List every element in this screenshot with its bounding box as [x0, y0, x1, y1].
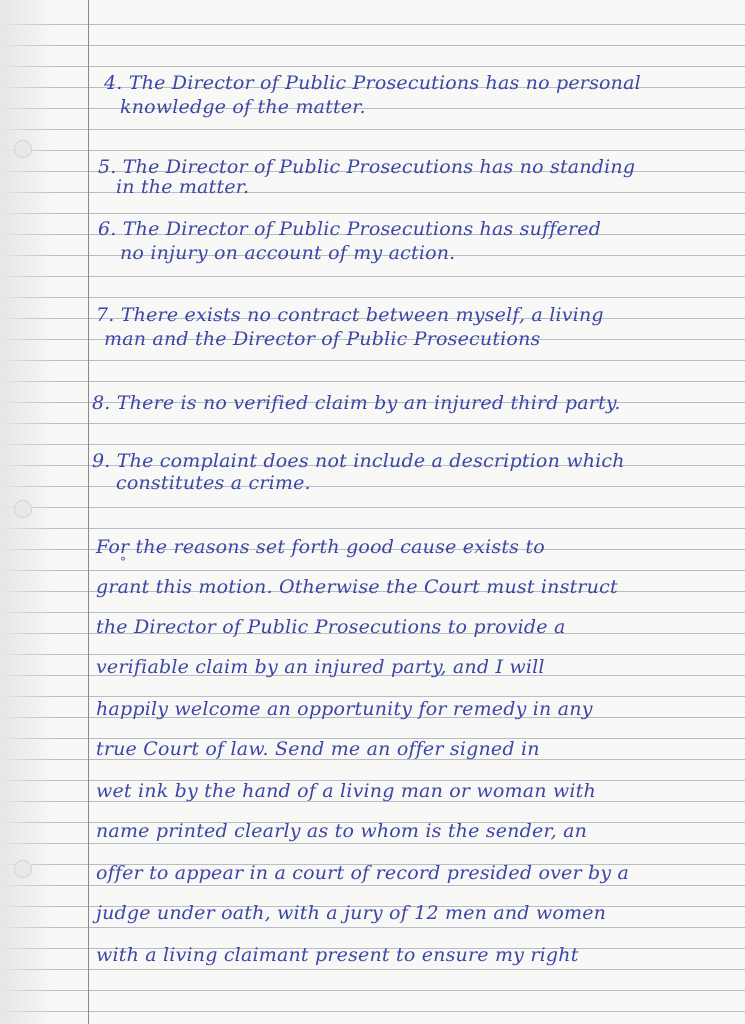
- paragraph-line-10: judge under oath, with a jury of 12 men and women: [96, 902, 607, 924]
- punch-hole: [14, 140, 32, 158]
- point-4-number: 4.: [104, 72, 123, 94]
- point-5-line-2: [116, 176, 249, 198]
- point-5-line-1: [98, 156, 635, 178]
- point-4-text-2: knowledge of the matter.: [120, 96, 366, 118]
- point-5-number: 5.: [98, 156, 117, 178]
- paragraph-line-4: verifiable claim by an injured party, and I will: [96, 656, 545, 678]
- point-8-number: 8.: [92, 392, 111, 414]
- point-4-line-1: [104, 72, 641, 94]
- point-6-text-1: The Director of Public Prosecutions has suffered: [122, 218, 602, 240]
- paragraph-line-3: the Director of Public Prosecutions to provide a: [96, 616, 566, 638]
- point-9-text-2: constitutes a crime.: [116, 472, 311, 494]
- point-7-line-1: [96, 304, 604, 326]
- point-8-text-1: There is no verified claim by an injured third party.: [116, 392, 621, 414]
- margin-rule: [88, 0, 89, 1024]
- point-5-text-2: in the matter.: [116, 176, 250, 198]
- paragraph-line-2: grant this motion. Otherwise the Court must instruct: [96, 576, 618, 598]
- point-5-text-1: The Director of Public Prosecutions has no standing: [122, 156, 636, 178]
- point-7-text-1: There exists no contract between myself, a living: [120, 304, 604, 326]
- point-9-line-1: [92, 450, 625, 472]
- paragraph-line-9: offer to appear in a court of record presided over by a: [96, 862, 630, 884]
- point-4-line-2: [120, 96, 366, 118]
- paragraph-line-8: name printed clearly as to whom is the sender, an: [96, 820, 588, 842]
- paragraph-line-5: happily welcome an opportunity for remedy in any: [96, 698, 593, 720]
- point-6-number: 6.: [98, 218, 117, 240]
- paragraph-line-11: with a living claimant present to ensure my right: [96, 944, 579, 966]
- paragraph-line-7: wet ink by the hand of a living man or woman with: [96, 780, 596, 802]
- paragraph-line-6: true Court of law. Send me an offer signed in: [96, 738, 540, 760]
- point-6-text-2: no injury on account of my action.: [120, 242, 456, 264]
- point-9-text-1: The complaint does not include a description which: [116, 450, 625, 472]
- point-8-line-1: [92, 392, 621, 414]
- point-7-line-2: [104, 328, 540, 350]
- point-7-number: 7.: [96, 304, 115, 326]
- point-4-text-1: The Director of Public Prosecutions has no personal: [128, 72, 641, 94]
- point-9-line-2: [116, 472, 311, 494]
- punch-hole: [14, 860, 32, 878]
- point-6-line-2: [120, 242, 455, 264]
- point-6-line-1: [98, 218, 601, 240]
- punch-hole: [14, 500, 32, 518]
- ink-mark: °: [120, 555, 126, 569]
- paragraph-line-1: For the reasons set forth good cause exists to: [96, 536, 545, 558]
- point-7-text-2: man and the Director of Public Prosecutions: [104, 328, 541, 350]
- point-9-number: 9.: [92, 450, 111, 472]
